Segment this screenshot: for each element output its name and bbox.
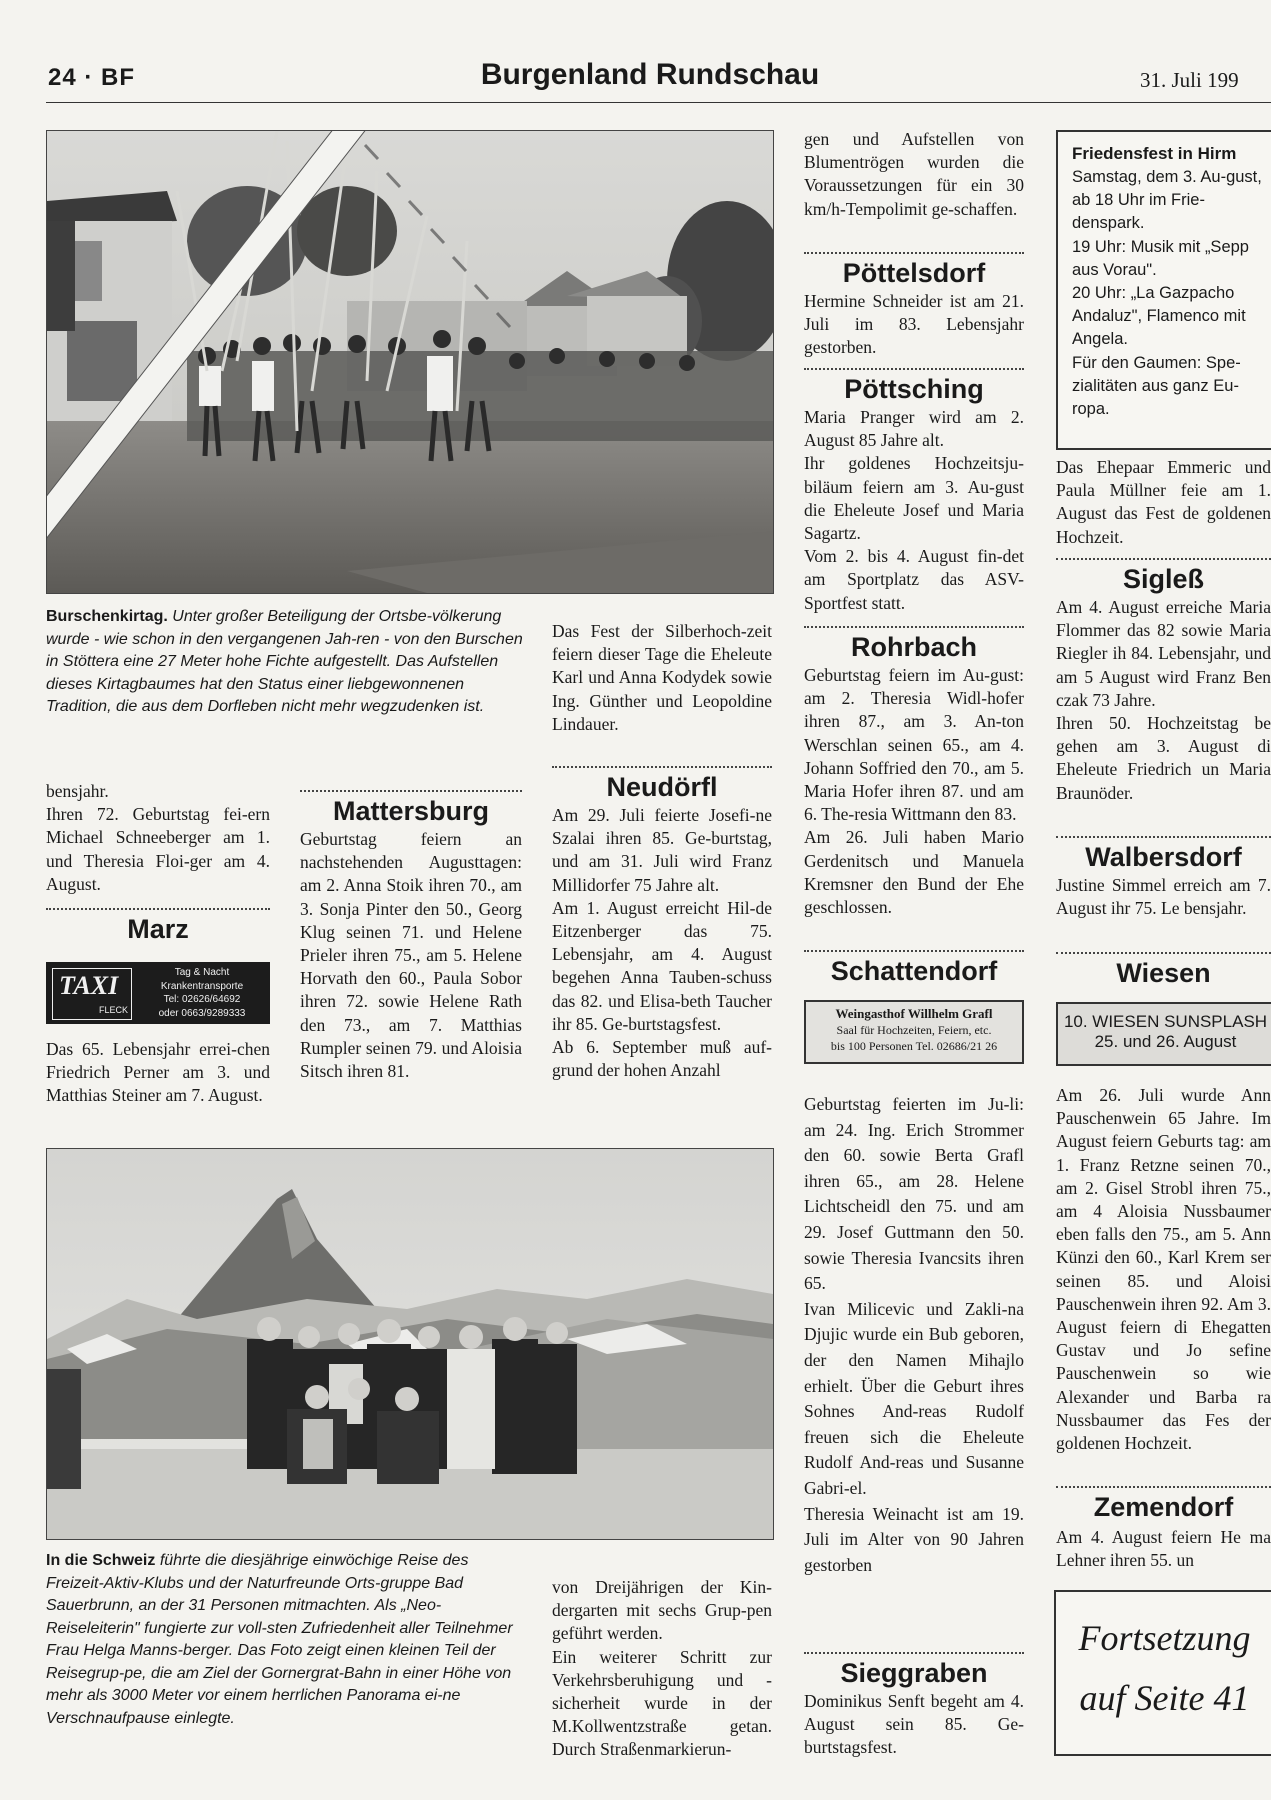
- section-heading-walbersdorf: Walbersdorf: [1085, 842, 1242, 872]
- grafl-ad: [804, 1000, 1024, 1064]
- schattendorf-text: Geburtstag feierten im Ju-li: am 24. Ing. Erich Strommer den 60. sowie Berta Grafl ihren 65., am 28. Helene Lichtscheidl den 75. und am 29. Josef Guttmann den 50. sowie Theresia Ivancsits ihren 65. Ivan Milicevic und Zakli-na Djujic wurde ein Bub geboren, der den Namen Mihajlo erhielt. Über die Geburt ihres Sohnes And-reas Rudolf freuen sich die Eheleute Rudolf And-reas und Susanne Gabri-el. Theresia Weinacht ist am 19. Juli im Alter von 90 Jahren gestorben: [804, 1094, 1024, 1575]
- sieggraben-text: Dominikus Senft begeht am 4. August sein 85. Ge-burtstagsfest.: [804, 1691, 1024, 1758]
- separator: [804, 626, 1024, 628]
- taxi-line: Krankentransporte: [160, 980, 244, 992]
- separator: [300, 790, 522, 792]
- walbersdorf-text: Justine Simmel erreich am 7. August ihr 75. Le bensjahr.: [1056, 875, 1271, 919]
- switzerland-group-photo: [46, 1148, 774, 1540]
- wiesen-text: Am 26. Juli wurde Ann Pauschenwein 65 Jahre. Im August feiern Geburts tag: am 1. Franz Retzne seinen 70., am 2. Gisel Strobl ihren 75., am 4 Aloisia Nussbaumer eben falls den 75., am 5. Ann Künzi den 60., Karl Krem ser seinen 85. und Aloisi Pauschenwein ihren 92. Am 3. August feiern di Ehegatten Gustav und Jo sefine Pauschenwein so wie Alexander und Barba ra Nussbaumer das Fes der goldenen Hochzeit.: [1056, 1085, 1271, 1454]
- caption-text: Unter großer Beteiligung der Ortsbe-völkerung wurde - wie schon in den vergangenen Jah-ren - von den Burschen in Stöttera eine 27 Meter hohe Fichte aufgestellt. Das Aufstellen dieses Kirtagbaumes hat den Status einer liebgewonnenen Tradition, die aus dem Dorfleben nicht mehr wegzudenken ist.: [46, 608, 523, 715]
- friedensfest-text: Samstag, dem 3. Au-gust, ab 18 Uhr im Frie-denspark. 19 Uhr: Musik mit „Sepp aus Vorau". 20 Uhr: „La Gazpacho Andaluz", Flamenco mit Angela. Für den Gaumen: Spe-zialitäten aus ganz Eu-ropa.: [1072, 168, 1262, 419]
- taxi-line: Tag & Nacht: [174, 967, 230, 978]
- grafl-ad-line: Saal für Hochzeiten, Feiern, etc.: [836, 1023, 992, 1037]
- kindergarten-text: von Dreijährigen der Kin-dergarten mit sechs Grup-pen geführt werden. Ein weiterer Schritt zur Verkehrsberuhigung und -sicherheit wurde in der M.Kollwentzstraße getan. Durch Straßenmarkierun-: [552, 1577, 772, 1760]
- neudoerfl-text: [552, 804, 772, 1082]
- separator: [552, 766, 772, 768]
- maypole-caption: [46, 606, 524, 719]
- grafl-ad-line: bis 100 Personen Tel. 02686/21 26: [830, 1039, 998, 1053]
- separator: [1056, 836, 1271, 838]
- separator: [1056, 1486, 1271, 1488]
- section-heading-schattendorf: Schattendorf: [830, 956, 998, 986]
- separator: [1056, 558, 1271, 560]
- zemendorf-text: Am 4. August feiern He ma Lehner ihren 55. un: [1056, 1527, 1271, 1571]
- section-heading-poettelsdorf: Pöttelsdorf: [842, 258, 986, 288]
- neudoerfl-paragraph: Am 29. Juli feierte Josefi-ne Szalai ihren 85. Ge-burtstag, und am 31. Juli wird Franz Millidorfer 75 Jahre alt.: [552, 805, 772, 895]
- fortsetzung-box: [1054, 1590, 1271, 1756]
- sigless-text: Am 4. August erreiche Maria Flommer das 82 sowie Maria Riegler ih 84. Lebensjahr, und am 5 August wird Franz Ben czak 73 Jahre. Ihren 50. Hochzeitstag be gehen am 3. August di Eheleute Friedrich un Maria Braunöder.: [1056, 597, 1271, 803]
- taxi-logo-sub: FLECK: [98, 1005, 128, 1015]
- issue-date: 31. Juli 199: [1140, 68, 1239, 92]
- section-heading-mattersburg: Mattersburg: [332, 796, 489, 826]
- separator: [804, 1652, 1024, 1654]
- taxi-line: Tel: 02626/64692: [163, 994, 241, 1005]
- taxi-logo: [52, 968, 132, 1020]
- section-heading-zemendorf: Zemendorf: [1093, 1492, 1234, 1522]
- separator: [1056, 952, 1271, 954]
- separator: [804, 252, 1024, 254]
- wiesen-sunsplash-box: [1056, 1002, 1271, 1066]
- separator: [46, 908, 270, 910]
- rohrbach-text: Geburtstag feiern im Au-gust: am 2. Theresia Widl-hofer ihren 87., am 3. An-ton Werschlan seinen 65., am 4. Johann Soffried den 70., am 5. Maria Hofer ihren 87. und am 6. The-resia Wittmann den 83. Am 26. Juli haben Mario Gerdenitsch und Manuela Kremsner den Bund der Ehe geschlossen.: [804, 665, 1024, 918]
- page-number: 24 · BF: [48, 64, 136, 91]
- poettsching-text: Maria Pranger wird am 2. August 85 Jahre alt. Ihr goldenes Hochzeitsju-biläum feiern am 3. Au-gust die Eheleute Josef und Maria Sagartz. Vom 2. bis 4. August fin-det am Sportplatz das ASV-Sportfest statt.: [804, 407, 1024, 613]
- section-heading-rohrbach: Rohrbach: [850, 632, 977, 662]
- caption-lead: Burschenkirtag.: [46, 608, 168, 625]
- col4-text: gen und Aufstellen von Blumentrögen wurden die Voraussetzungen für ein 30 km/h-Tempolimit ge-schaffen.: [804, 129, 1024, 219]
- silberhochzeit-text: Das Fest der Silberhoch-zeit feiern dieser Tage die Eheleute Karl und Anna Kodydek sowie Ing. Günther und Leopoldine Lindauer.: [552, 621, 772, 734]
- separator: [804, 950, 1024, 952]
- neudoerfl-paragraph: Am 1. August erreicht Hil-de Eitzenberger das 75. Lebensjahr, am 4. August begehen Anna Tauben-schuss das 82. und Elisa-beth Taucher ihr 85. Ge-burtstagsfest.: [552, 897, 772, 1034]
- taxi-logo-text: TAXI: [59, 971, 119, 1000]
- section-heading-marz: Marz: [127, 914, 189, 944]
- maypole-photo: [46, 130, 774, 594]
- switzerland-photo-image: [47, 1149, 773, 1539]
- switzerland-caption: [46, 1550, 524, 1730]
- muellner-text: Das Ehepaar Emmeric und Paula Müllner feie am 1. August das Fest de goldenen Hochzeit.: [1056, 457, 1271, 547]
- grafl-ad-title: Weingasthof Willhelm Grafl: [835, 1006, 993, 1021]
- taxi-line: oder 0663/9289333: [158, 1007, 246, 1019]
- marz-text: Das 65. Lebensjahr errei-chen Friedrich Perner am 3. und Matthias Steiner am 7. August.: [46, 1039, 270, 1106]
- caption-text: führte die diesjährige einwöchige Reise des Freizeit-Aktiv-Klubs und der Naturfreunde Orts-gruppe Bad Sauerbrunn, an der 31 Personen mitmachten. Als „Neo-Reiseleiterin" fungierte zur voll-sten Zufriedenheit aller Teilnehmer Frau Helga Manns-berger. Das Foto zeigt einen kleinen Teil der Reisegrup-pe, die am Ziel der Gornergrat-Bahn in einer Höhe von mehr als 3000 Meter vor einem herrlichen Panorama ei-ne Verschnaufpause einlegte.: [46, 1552, 513, 1727]
- mattersburg-text: Geburtstag feiern an nachstehenden Augusttagen: am 2. Anna Stoik ihren 70., am 3. Sonja Pinter den 50., Georg Klug seinen 71. und Helene Prieler ihren 75., am 5. Helene Horvath den 60., Paula Sobor ihren 72. sowie Helene Rath den 73., am 7. Matthias Rumpler seinen 79. und Aloisia Sitsch ihren 81.: [300, 829, 522, 1082]
- wiesen-box-line: 10. WIESEN SUNSPLASH: [1063, 1012, 1268, 1031]
- caption-lead: In die Schweiz: [46, 1552, 156, 1569]
- section-heading-poettsching: Pöttsching: [844, 374, 984, 404]
- poettelsdorf-text: Hermine Schneider ist am 21. Juli im 83. Lebensjahr gestorben.: [804, 291, 1024, 358]
- section-heading-neudoerfl: Neudörfl: [606, 772, 718, 802]
- newspaper-title: Burgenland Rundschau: [480, 58, 820, 91]
- col1-text: bensjahr. Ihren 72. Geburtstag fei-ern Michael Schneeberger am 1. und Theresia Floi-ger am 4. August.: [46, 781, 270, 894]
- neudoerfl-paragraph: Ab 6. September muß auf-grund der hohen Anzahl: [552, 1037, 772, 1081]
- friedensfest-box: [1056, 130, 1271, 450]
- taxi-ad-text: [138, 966, 266, 1020]
- header-rule: [46, 102, 1271, 103]
- section-heading-sigless: Sigleß: [1122, 564, 1204, 594]
- section-heading-wiesen: Wiesen: [1116, 958, 1211, 988]
- separator: [804, 368, 1024, 370]
- fortsetzung-line: auf Seite 41: [1079, 1678, 1250, 1718]
- fortsetzung-line: Fortsetzung: [1078, 1618, 1251, 1658]
- friedensfest-title: Friedensfest in Hirm: [1072, 144, 1237, 163]
- section-heading-sieggraben: Sieggraben: [840, 1658, 988, 1688]
- maypole-photo-image: [47, 131, 773, 593]
- wiesen-box-line: 25. und 26. August: [1094, 1032, 1237, 1051]
- taxi-ad: [46, 962, 270, 1024]
